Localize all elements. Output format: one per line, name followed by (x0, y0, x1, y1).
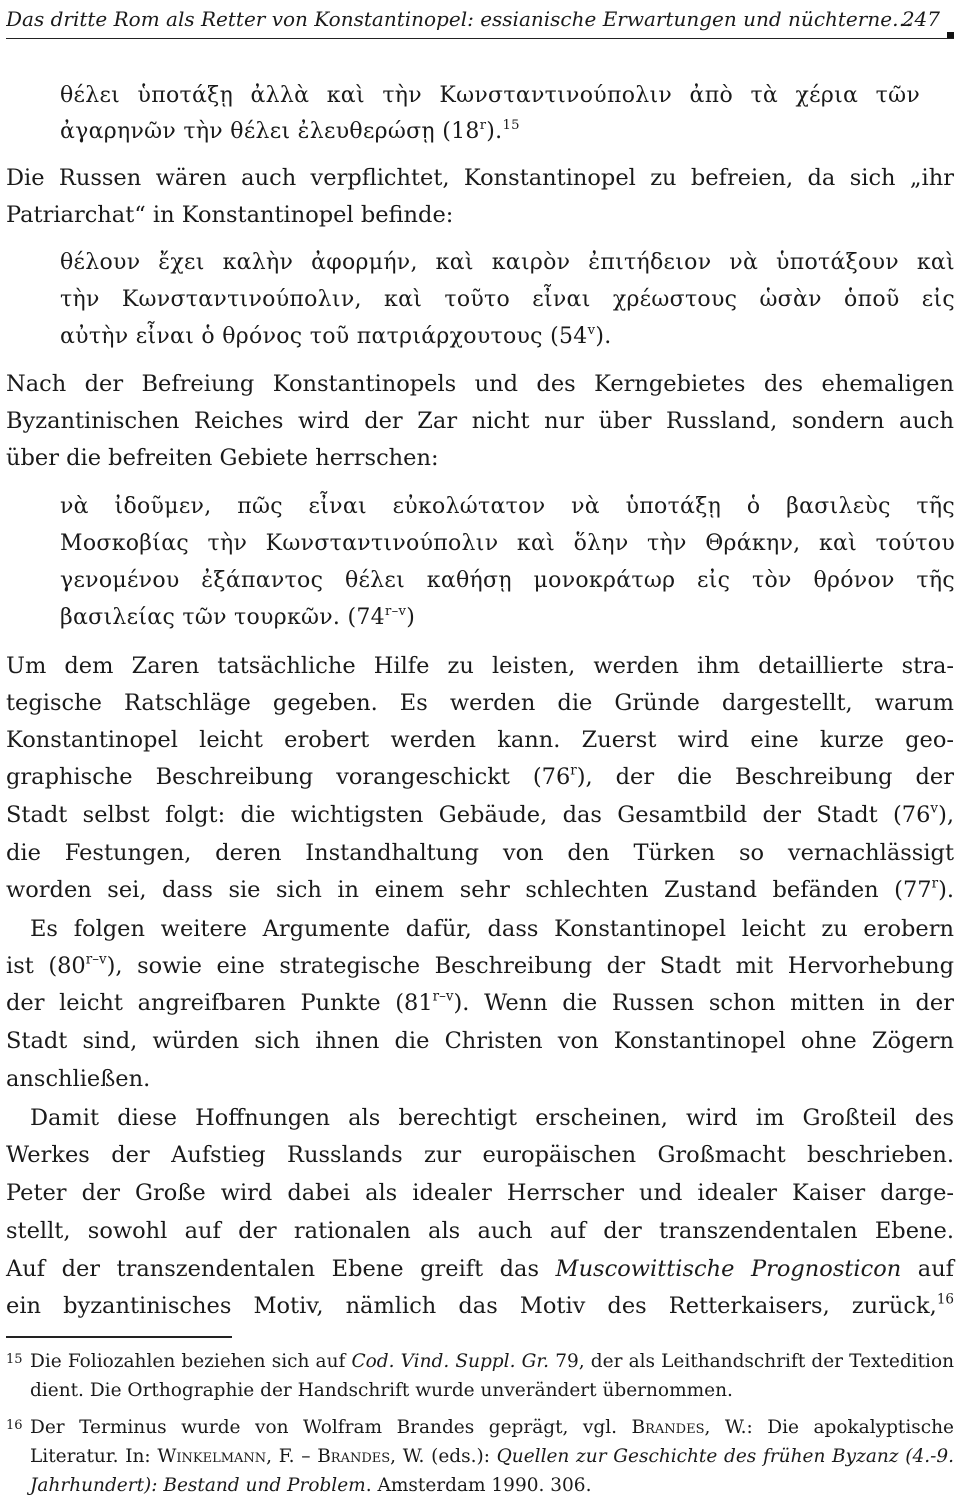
footnote-line: Die Foliozahlen beziehen sich auf Cod. Vind. Suppl. Gr. 79, der als Leithandschrift der Textedition (30, 1351, 955, 1372)
page-number: 247 (901, 7, 940, 31)
quote-line: Μοσκοβίας τὴν Κωνσταντινούπολιν καὶ ὅλην τὴν Θράκην, καὶ τούτου (60, 531, 955, 556)
body-line: ein byzantinisches Motiv, nämlich das Motiv des Retterkaisers, zurück,$^{16}$ (6, 1291, 954, 1319)
body-line: Nach der Befreiung Konstantinopels und des Kerngebietes des ehemaligen (6, 371, 954, 397)
quote-line: θέλουν ἔχει καλὴν ἀφορμήν, καὶ καιρὸν ἐπιτήδειον νὰ ὑποτάξουν καὶ (60, 250, 955, 275)
footnote-line: Literatur. In: Winkelmann, F. – Brandes, W. (eds.): Quellen zur Geschichte des frühen Byzanz (4.-9. (30, 1446, 954, 1467)
body-line: Damit diese Hoffnungen als berechtigt erscheinen, wird im Großteil des (30, 1105, 954, 1131)
footnote-rule (6, 1336, 232, 1338)
footnote-line: dient. Die Orthographie der Handschrift wurde unverändert übernommen. (30, 1380, 733, 1401)
body-line: die Festungen, deren Instandhaltung von den Türken so vernachlässigt (6, 840, 954, 866)
running-header (6, 2, 954, 39)
quote-line: αὐτὴν εἶναι ὁ θρόνος τοῦ πατριάρχουτους (54$^v$). (60, 322, 612, 349)
footnote-ref: 16 (936, 1291, 954, 1308)
header-corner-mark (947, 32, 954, 39)
quote-line: γενομένου ἐξάπαντος θέλει καθήσῃ μονοκράτωρ εἰς τὸν θρόνον τῆς (60, 568, 955, 593)
body-line: graphische Beschreibung vorangeschickt (76$^r$), der die Beschreibung der (6, 762, 954, 790)
body-line: Um dem Zaren tatsächliche Hilfe zu leisten, werden ihm detaillierte stra- (6, 653, 954, 679)
body-line: Peter der Große wird dabei als idealer Herrscher und idealer Kaiser darge- (6, 1180, 954, 1206)
quote-line: τὴν Κωνσταντινούπολιν, καὶ τοῦτο εἶναι χρέωστους ὡσὰν ὁποῦ εἰς (60, 287, 955, 312)
footnote-ref: 15 (502, 117, 520, 133)
body-line: Auf der transzendentalen Ebene greift das Muscowittische Prognosticon auf (6, 1256, 955, 1282)
body-line: anschließen. (6, 1066, 151, 1092)
body-line: der leicht angreifbaren Punkte (81$^{r-v}$). Wenn die Russen schon mitten in der (6, 988, 954, 1016)
work-title: Muscowittische Prognosticon (555, 1256, 902, 1282)
footnote-number: 16 (6, 1418, 23, 1433)
body-line: Patriarchat“ in Konstantinopel befinde: (6, 202, 454, 228)
body-line: Stadt sind, würden sich ihnen die Christen von Konstantinopel ohne Zögern (6, 1028, 954, 1054)
quote-line: ἀγαρηνῶν τὴν θέλει ἐλευθερώσῃ (18$^r$).$^{15}$ (60, 117, 520, 144)
body-line: tegische Ratschläge gegeben. Es werden die Gründe dargestellt, warum (6, 690, 954, 716)
footnote-line: Jahrhundert): Bestand und Problem. Amsterdam 1990. 306. (30, 1475, 592, 1496)
body-line: Werkes der Aufstieg Russlands zur europäischen Großmacht beschrieben. (6, 1142, 954, 1168)
quote-line: νὰ ἰδοῦμεν, πῶς εἶναι εὐκολώτατον νὰ ὑποτάξῃ ὁ βασιλεὺς τῆς (60, 494, 955, 519)
quote-line: βασιλείας τῶν τουρκῶν. (74$^{r-v}$) (60, 603, 416, 630)
running-title: Das dritte Rom als Retter von Konstantinopel: essianische Erwartungen und nüchterne… (6, 7, 913, 31)
footnote-number: 15 (6, 1352, 23, 1367)
quote-line: θέλει ὑποτάξῃ ἀλλὰ καὶ τὴν Κωνσταντινούπολιν ἀπὸ τὰ χέρια τῶν (60, 83, 920, 108)
body-line: über die befreiten Gebiete herrschen: (6, 445, 439, 471)
body-line: Stadt selbst folgt: die wichtigsten Gebäude, das Gesamtbild der Stadt (76$^v$), (6, 800, 954, 828)
footnote-line: Der Terminus wurde von Wolfram Brandes geprägt, vgl. Brandes, W.: Die apokalyptische (30, 1417, 954, 1438)
body-line: ist (80$^{r-v}$), sowie eine strategische Beschreibung der Stadt mit Hervorhebung (6, 951, 954, 979)
body-line: Die Russen wären auch verpflichtet, Konstantinopel zu befreien, da sich „ihr (6, 165, 954, 191)
body-line: Konstantinopel leicht erobert werden kann. Zuerst wird eine kurze geo- (6, 727, 954, 753)
body-line: stellt, sowohl auf der rationalen als auch auf der transzendentalen Ebene. (6, 1218, 954, 1244)
body-line: Es folgen weitere Argumente dafür, dass Konstantinopel leicht zu erobern (30, 916, 954, 942)
body-line: worden sei, dass sie sich in einem sehr schlechten Zustand befänden (77$^r$). (6, 875, 954, 903)
body-line: Byzantinischen Reiches wird der Zar nicht nur über Russland, sondern auch (6, 408, 954, 434)
